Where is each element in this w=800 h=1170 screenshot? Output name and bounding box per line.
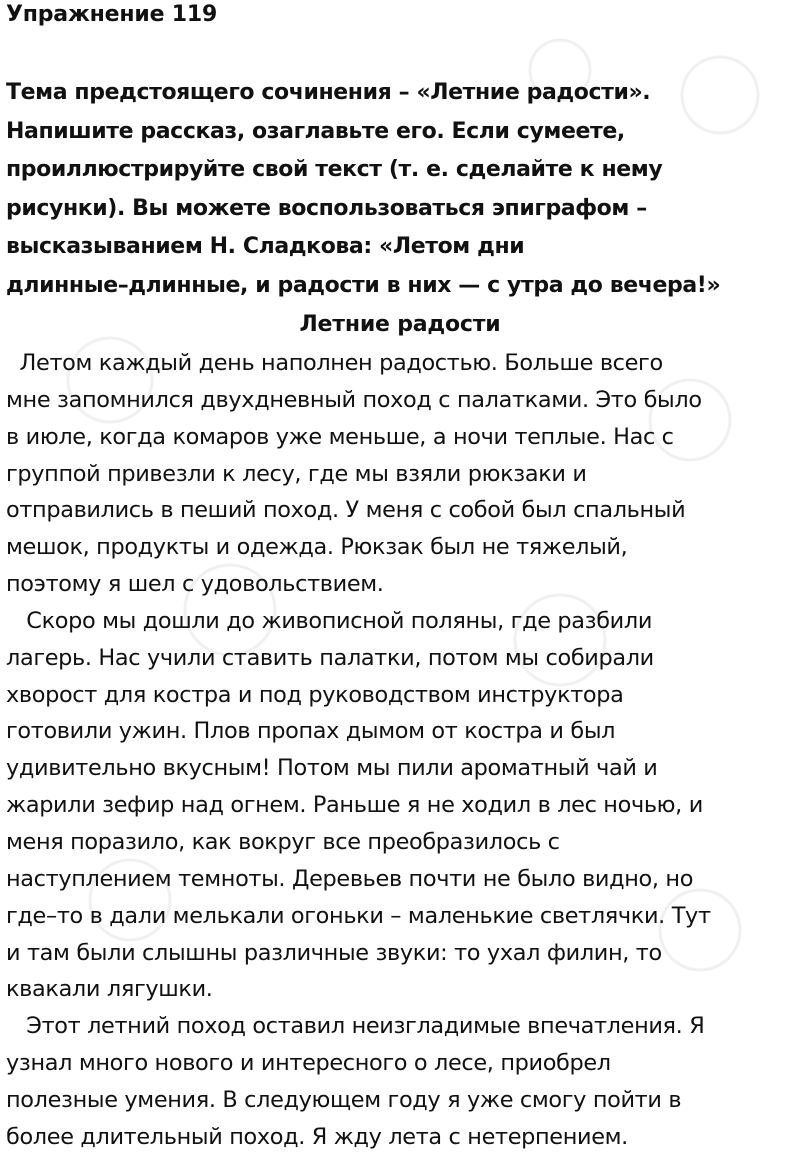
story-line: более длительный поход. Я жду лета с нетерпением. bbox=[6, 1123, 628, 1150]
story-line: узнал много нового и интересного о лесе, приобрел bbox=[6, 1050, 611, 1077]
story-line: и там были слышны различные звуки: то ухал филин, то bbox=[6, 939, 662, 966]
task-line: Напишите рассказ, озаглавьте его. Если сумеете, bbox=[6, 118, 625, 144]
story-line: удивительно вкусным! Потом мы пили ароматный чай и bbox=[6, 755, 658, 782]
story-line: Скоро мы дошли до живописной поляны, где разбили bbox=[6, 607, 653, 634]
story-line: лагерь. Нас учили ставить палатки, потом мы собирали bbox=[6, 644, 654, 671]
story-line: в июле, когда комаров уже меньше, а ночи теплые. Нас с bbox=[6, 423, 674, 450]
story-line: Этот летний поход оставил неизгладимые впечатления. Я bbox=[6, 1013, 705, 1040]
task-line: длинные–длинные, и радости в них — с утра до вечера!» bbox=[6, 272, 721, 298]
task-text bbox=[6, 74, 794, 305]
task-line: высказыванием Н. Сладкова: «Летом дни bbox=[6, 234, 525, 259]
task-line: рисунки). Вы можете воспользоваться эпиграфом – bbox=[6, 195, 647, 221]
story-title: Летние радости bbox=[299, 312, 501, 337]
story-line: меня поразило, как вокруг все преобразилось с bbox=[6, 828, 560, 855]
story-line: где–то в дали мелькали огоньки – маленькие светлячки. Тут bbox=[6, 902, 711, 929]
story-text bbox=[6, 345, 794, 1156]
story-line: квакали лягушки. bbox=[6, 976, 213, 1003]
story-line: хворост для костра и под руководством инструктора bbox=[6, 681, 624, 708]
story-line: Летом каждый день наполнен радостью. Больше всего bbox=[6, 350, 663, 376]
story-line: жарили зефир над огнем. Раньше я не ходил в лес ночью, и bbox=[6, 792, 703, 819]
story-line: полезные умения. В следующем году я уже смогу пойти в bbox=[6, 1086, 682, 1113]
task-line: проиллюстрируйте свой текст (т. е. сделайте к нему bbox=[6, 157, 663, 182]
story-line: готовили ужин. Плов пропах дымом от костра и был bbox=[6, 718, 616, 745]
story-line: группой привезли к лесу, где мы взяли рюкзаки и bbox=[6, 460, 587, 487]
story-line: мне запомнился двухдневный поход с палатками. Это было bbox=[6, 386, 702, 413]
story-line: мешок, продукты и одежда. Рюкзак был не тяжелый, bbox=[6, 534, 628, 561]
exercise-heading: Упражнение 119 bbox=[6, 2, 218, 27]
story-line: наступлением темноты. Деревьев почти не было видно, но bbox=[6, 865, 694, 892]
story-line: поэтому я шел с удовольствием. bbox=[6, 571, 384, 598]
task-line: Тема предстоящего сочинения – «Летние радости». bbox=[6, 80, 651, 105]
story-line: отправились в пеший поход. У меня с собой был спальный bbox=[6, 497, 686, 524]
